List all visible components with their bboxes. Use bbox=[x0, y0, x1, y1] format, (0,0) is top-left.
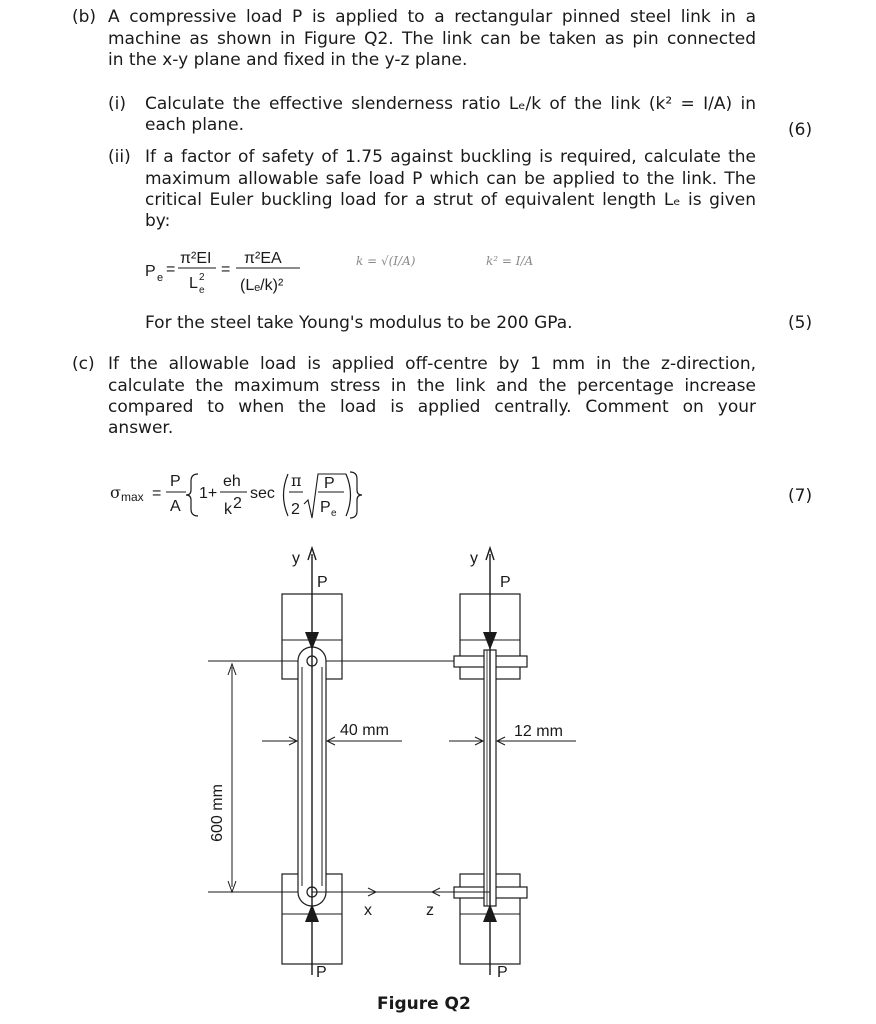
sqrt-pe-sub: e bbox=[331, 508, 337, 519]
sub-ii-marks: (5) bbox=[788, 313, 813, 333]
part-c-last-line: answer. bbox=[108, 418, 174, 438]
right-top-load-arrow bbox=[483, 632, 497, 650]
right-bottom-load-arrow bbox=[483, 904, 497, 922]
part-b-line-1: A compressive load P is applied to a rectangular pinned steel link in a bbox=[108, 7, 756, 27]
part-c-label: (c) bbox=[72, 354, 95, 374]
sub-i-line-2: each plane. bbox=[145, 115, 244, 135]
left-view bbox=[228, 548, 402, 975]
length-label: 600 mm bbox=[209, 784, 226, 842]
sigma-eq: = bbox=[152, 485, 162, 502]
sigma-symbol: σ bbox=[110, 483, 121, 502]
left-bottom-load-arrow bbox=[305, 904, 319, 922]
x-axis-label: x bbox=[364, 902, 372, 919]
frac1-den: L bbox=[189, 275, 198, 292]
sub-i-line-1: Calculate the effective slenderness ratio Lₑ/k of the link (k² = I/A) in bbox=[145, 94, 756, 114]
hand-note-1: k = √(I/A) bbox=[356, 254, 416, 268]
two-text: 2 bbox=[291, 501, 300, 518]
sigma-equation bbox=[110, 471, 362, 519]
right-paren bbox=[346, 474, 351, 516]
frac2-num: π²EA bbox=[244, 250, 282, 267]
sub-ii-note: For the steel take Young's modulus to be 200 GPa. bbox=[145, 313, 573, 333]
sigma-p: P bbox=[170, 473, 181, 490]
sec-text: sec bbox=[250, 485, 275, 502]
handwritten-notes bbox=[356, 254, 534, 268]
eq-sign-2: = bbox=[221, 261, 231, 278]
eq-sign-1: = bbox=[166, 261, 176, 278]
frac1-num: π²EI bbox=[180, 250, 212, 267]
z-axis-label: z bbox=[426, 902, 434, 919]
k-sup: 2 bbox=[233, 495, 242, 512]
left-y-label: y bbox=[292, 550, 300, 567]
sigma-sub: max bbox=[121, 490, 144, 504]
euler-equation bbox=[145, 250, 300, 296]
right-top-p-label: P bbox=[500, 574, 511, 591]
frac2-den: (Lₑ/k)² bbox=[240, 277, 284, 294]
left-paren bbox=[284, 474, 289, 516]
right-y-label: y bbox=[470, 550, 478, 567]
sub-ii-line-3: critical Euler buckling load for a strut of equivalent length Lₑ is given bbox=[145, 190, 756, 210]
sub-i-label: (i) bbox=[108, 94, 126, 114]
frac1-den-sub: e bbox=[199, 285, 205, 296]
sub-i-marks: (6) bbox=[788, 120, 813, 140]
pe-sub: e bbox=[157, 272, 164, 284]
sub-ii-line-1: If a factor of safety of 1.75 against buckling is required, calculate the bbox=[145, 147, 756, 167]
sub-ii-line-2: maximum allowable safe load P which can be applied to the link. The bbox=[145, 169, 756, 189]
sub-ii-line-by: by: bbox=[145, 211, 171, 231]
right-brace bbox=[350, 472, 362, 518]
frac1-den-sup: 2 bbox=[199, 272, 205, 283]
hand-note-2: k² = I/A bbox=[486, 254, 534, 268]
sigma-a: A bbox=[170, 498, 181, 515]
k-text: k bbox=[224, 501, 232, 518]
one-plus: 1+ bbox=[199, 485, 218, 502]
pi-text: π bbox=[291, 471, 302, 490]
sqrt-pe: P bbox=[320, 499, 331, 516]
eh-text: eh bbox=[223, 473, 241, 490]
part-c-line-3: compared to when the load is applied centrally. Comment on your bbox=[108, 397, 756, 417]
left-brace bbox=[186, 474, 198, 516]
part-c-line-1: If the allowable load is applied off-centre by 1 mm in the z-direction, bbox=[108, 354, 756, 374]
pe-symbol: P bbox=[145, 263, 156, 280]
right-bottom-p-label: P bbox=[497, 964, 508, 981]
figure-q2 bbox=[208, 548, 576, 975]
part-b-line-2: machine as shown in Figure Q2. The link can be taken as pin connected bbox=[108, 29, 756, 49]
thickness-label: 12 mm bbox=[514, 723, 563, 740]
left-bottom-p-label: P bbox=[316, 964, 327, 981]
part-b-label: (b) bbox=[72, 7, 97, 27]
part-b-line-3: in the x-y plane and fixed in the y-z plane. bbox=[108, 50, 468, 70]
sub-ii-label: (ii) bbox=[108, 147, 131, 167]
right-view bbox=[432, 548, 576, 975]
figure-caption: Figure Q2 bbox=[377, 994, 471, 1014]
part-c-marks: (7) bbox=[788, 486, 813, 506]
figure-labels bbox=[209, 550, 563, 981]
width-label: 40 mm bbox=[340, 722, 389, 739]
left-top-p-label: P bbox=[317, 574, 328, 591]
sqrt-p: P bbox=[324, 475, 335, 492]
part-c-line-2: calculate the maximum stress in the link and the percentage increase bbox=[108, 376, 756, 396]
